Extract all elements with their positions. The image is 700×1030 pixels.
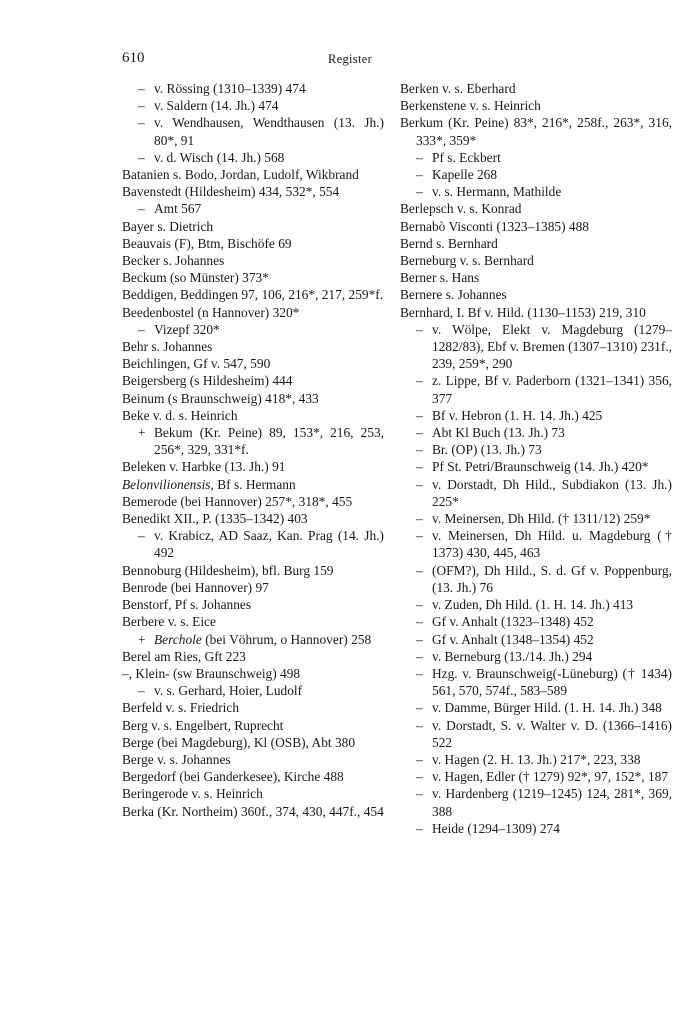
entry-text: Amt 567	[154, 201, 202, 217]
entry-text: v. Hardenberg (1219–1245) 124, 281*, 369, 388	[432, 786, 672, 819]
index-entry	[400, 458, 672, 475]
index-entry	[122, 596, 384, 613]
entry-text: v. Wölpe, Elekt v. Magdeburg (1279–1282/83), Ebf v. Bremen (1307–1310) 231f., 239, 259*, 290	[432, 321, 672, 372]
index-entry	[400, 441, 672, 458]
entry-text: Br. (OP) (13. Jh.) 73	[432, 442, 542, 458]
index-entry	[122, 183, 384, 200]
index-entry	[122, 493, 384, 510]
entry-text: Bayer s. Dietrich	[122, 218, 214, 234]
index-entry	[122, 338, 384, 355]
entry-text: v. Hagen (2. H. 13. Jh.) 217*, 223, 338	[432, 751, 641, 767]
entry-text: Berkum (Kr. Peine) 83*, 216*, 258f., 263*, 316, 333*, 359*	[400, 115, 672, 148]
entry-marker: –	[138, 683, 145, 699]
index-entry	[400, 699, 672, 716]
index-entry	[122, 149, 384, 166]
index-entry	[122, 699, 384, 716]
page-number: 610	[122, 50, 145, 66]
entry-text: Bavenstedt (Hildesheim) 434, 532*, 554	[122, 184, 340, 200]
entry-text: Bf v. Hebron (1. H. 14. Jh.) 425	[432, 407, 603, 423]
entry-text: Bergedorf (bei Ganderkesee), Kirche 488	[122, 769, 344, 785]
right-column	[400, 80, 672, 837]
index-entry	[122, 235, 384, 252]
entry-marker: –	[416, 597, 423, 613]
index-entry	[400, 252, 672, 269]
index-entry	[400, 97, 672, 114]
index-entry	[122, 458, 384, 475]
index-entry	[122, 80, 384, 97]
entry-text: –, Klein- (sw Braunschweig) 498	[122, 665, 301, 681]
index-entry	[122, 734, 384, 751]
index-entry	[400, 510, 672, 527]
index-entry	[400, 114, 672, 148]
entry-marker: –	[416, 373, 423, 389]
entry-text: Beedenbostel (n Hannover) 320*	[122, 304, 300, 320]
index-entry	[122, 613, 384, 630]
entry-text: Berner s. Hans	[400, 270, 480, 286]
entry-text: Abt Kl Buch (13. Jh.) 73	[432, 425, 565, 441]
entry-marker: –	[416, 631, 423, 647]
index-entry	[122, 286, 384, 303]
entry-text: Beichlingen, Gf v. 547, 590	[122, 356, 271, 372]
entry-marker: –	[138, 98, 145, 114]
index-entry	[122, 424, 384, 458]
index-entry	[122, 510, 384, 527]
entry-text: v. Hagen, Edler († 1279) 92*, 97, 152*, 187	[432, 769, 669, 785]
entry-text: v. Rössing (1310–1339) 474	[154, 81, 306, 96]
left-column	[122, 80, 384, 820]
entry-text: v. s. Hermann, Mathilde	[432, 184, 562, 200]
entry-text: v. Dorstadt, S. v. Walter v. D. (1366–1416) 522	[432, 717, 672, 750]
entry-text: Bemerode (bei Hannover) 257*, 318*, 455	[122, 493, 353, 509]
entry-marker: –	[138, 201, 145, 217]
index-entry	[400, 768, 672, 785]
entry-marker: –	[416, 321, 423, 337]
entry-text: Bf s. Hermann	[213, 476, 296, 492]
index-entry	[122, 631, 384, 648]
entry-text: Beke v. d. s. Heinrich	[122, 407, 238, 423]
entry-text: Berge v. s. Johannes	[122, 751, 231, 767]
index-entry	[122, 390, 384, 407]
entry-text: Benstorf, Pf s. Johannes	[122, 597, 252, 613]
index-entry	[122, 803, 384, 820]
index-entry	[122, 579, 384, 596]
entry-marker: –	[416, 786, 423, 802]
index-entry	[400, 304, 672, 321]
index-entry	[122, 751, 384, 768]
index-entry	[400, 166, 672, 183]
index-entry	[122, 768, 384, 785]
entry-marker: –	[416, 648, 423, 664]
entry-text: Becker s. Johannes	[122, 253, 225, 269]
entry-text: Beauvais (F), Btm, Bischöfe 69	[122, 235, 292, 251]
index-entry	[400, 200, 672, 217]
entry-text: Berel am Ries, Gft 223	[122, 648, 246, 664]
index-entry	[122, 372, 384, 389]
entry-text: Berbere v. s. Eice	[122, 614, 216, 630]
entry-text: Kapelle 268	[432, 167, 498, 183]
index-entry	[122, 97, 384, 114]
entry-text: v. Krabicz, AD Saaz, Kan. Prag (14. Jh.) 492	[154, 528, 384, 561]
index-entry	[400, 631, 672, 648]
entry-marker: –	[138, 115, 145, 131]
entry-marker: –	[416, 528, 423, 544]
entry-text: Pf s. Eckbert	[432, 149, 501, 165]
entry-text: Bernhard, I. Bf v. Hild. (1130–1153) 219, 310	[400, 304, 646, 320]
index-entry	[400, 820, 672, 837]
index-entry	[122, 269, 384, 286]
entry-text: Gf v. Anhalt (1348–1354) 452	[432, 631, 594, 647]
running-head: Register	[327, 52, 373, 66]
entry-marker: –	[138, 321, 145, 337]
index-entry	[400, 80, 672, 97]
entry-marker: –	[416, 511, 423, 527]
entry-marker: –	[416, 717, 423, 733]
index-entry	[400, 372, 672, 406]
entry-text: (bei Vöhrum, o Hannover) 258	[201, 631, 372, 647]
index-entry	[122, 166, 384, 183]
index-entry	[400, 527, 672, 561]
entry-text: v. Meinersen, Dh Hild. u. Magdeburg († 1373) 430, 445, 463	[432, 528, 672, 561]
entry-text: Berlepsch v. s. Konrad	[400, 201, 522, 217]
entry-text: (OFM?), Dh Hild., S. d. Gf v. Poppenburg, (13. Jh.) 76	[432, 562, 672, 595]
entry-marker: –	[138, 149, 145, 165]
entry-text: Berg v. s. Engelbert, Ruprecht	[122, 717, 284, 733]
entry-marker: –	[416, 665, 423, 681]
index-entry	[122, 682, 384, 699]
entry-marker: +	[138, 631, 146, 647]
entry-marker: –	[416, 407, 423, 423]
index-entry	[400, 321, 672, 373]
entry-text: v. Berneburg (13./14. Jh.) 294	[432, 648, 593, 664]
entry-text: Beinum (s Braunschweig) 418*, 433	[122, 390, 319, 406]
index-entry	[122, 648, 384, 665]
index-entry	[400, 665, 672, 699]
entry-marker: –	[416, 149, 423, 165]
index-entry	[122, 476, 384, 493]
index-entry	[400, 149, 672, 166]
entry-text: Hzg. v. Braunschweig(-Lüneburg) († 1434) 561, 570, 574f., 583–589	[432, 665, 672, 699]
entry-marker: +	[138, 425, 146, 441]
entry-text: Berfeld v. s. Friedrich	[122, 700, 240, 716]
entry-text: v. d. Wisch (14. Jh.) 568	[154, 149, 285, 165]
entry-text: Bekum (Kr. Peine) 89, 153*, 216, 253, 256*, 329, 331*f.	[154, 425, 384, 458]
entry-text: Beringerode v. s. Heinrich	[122, 786, 263, 802]
index-entry	[122, 562, 384, 579]
entry-text: Behr s. Johannes	[122, 339, 213, 355]
index-entry	[122, 114, 384, 148]
entry-italic-term: Berchole	[154, 631, 202, 647]
index-entry	[122, 200, 384, 217]
index-entry	[400, 476, 672, 510]
entry-text: v. Meinersen, Dh Hild. († 1311/12) 259*	[432, 511, 651, 527]
entry-marker: –	[138, 81, 145, 96]
entry-text: v. Damme, Bürger Hild. (1. H. 14. Jh.) 348	[432, 700, 662, 716]
index-entry	[122, 785, 384, 802]
entry-marker: –	[416, 820, 423, 836]
index-entry	[400, 613, 672, 630]
entry-marker: –	[416, 700, 423, 716]
entry-text: Berge (bei Magdeburg), Kl (OSB), Abt 380	[122, 734, 356, 750]
entry-text: v. Dorstadt, Dh Hild., Subdiakon (13. Jh.) 225*	[432, 476, 672, 509]
index-entry	[400, 407, 672, 424]
index-entry	[400, 596, 672, 613]
entry-text: Bernd s. Bernhard	[400, 235, 498, 251]
index-entry	[122, 252, 384, 269]
entry-marker: –	[138, 528, 145, 544]
index-entry	[122, 321, 384, 338]
entry-text: Heide (1294–1309) 274	[432, 820, 560, 836]
index-entry	[400, 648, 672, 665]
index-entry	[122, 304, 384, 321]
entry-marker: –	[416, 751, 423, 767]
entry-text: Berkenstene v. s. Heinrich	[400, 98, 541, 114]
index-entry	[400, 717, 672, 751]
entry-text: Beddigen, Beddingen 97, 106, 216*, 217, 259*f.	[122, 287, 384, 303]
entry-text: Berneburg v. s. Bernhard	[400, 253, 534, 269]
entry-text: Beckum (so Münster) 373*	[122, 270, 269, 286]
index-entry	[400, 183, 672, 200]
entry-text: Batanien s. Bodo, Jordan, Ludolf, Wikbrand	[122, 167, 359, 183]
entry-marker: –	[416, 614, 423, 630]
entry-marker: –	[416, 425, 423, 441]
entry-text: Beigersberg (s Hildesheim) 444	[122, 373, 293, 389]
entry-text: Pf St. Petri/Braunschweig (14. Jh.) 420*	[432, 459, 649, 475]
entry-text: Berka (Kr. Northeim) 360f., 374, 430, 447f., 454	[122, 803, 384, 819]
index-entry	[122, 527, 384, 561]
entry-text: v. Zuden, Dh Hild. (1. H. 14. Jh.) 413	[432, 597, 634, 613]
entry-text: z. Lippe, Bf v. Paderborn (1321–1341) 356, 377	[432, 373, 672, 406]
entry-text: Benrode (bei Hannover) 97	[122, 579, 269, 595]
index-entry	[400, 235, 672, 252]
index-entry	[400, 424, 672, 441]
index-entry	[400, 286, 672, 303]
entry-text: Gf v. Anhalt (1323–1348) 452	[432, 614, 594, 630]
index-entry	[400, 751, 672, 768]
entry-italic-term: Belonvilionensis,	[122, 476, 214, 492]
entry-marker: –	[416, 459, 423, 475]
entry-text: Vizepf 320*	[154, 321, 220, 337]
entry-text: Bennoburg (Hildesheim), bfl. Burg 159	[122, 562, 334, 578]
index-entry	[122, 717, 384, 734]
entry-marker: –	[416, 167, 423, 183]
entry-text: Berken v. s. Eberhard	[400, 81, 516, 96]
entry-marker: –	[416, 184, 423, 200]
entry-marker: –	[416, 476, 423, 492]
index-entry	[122, 218, 384, 235]
entry-marker: –	[416, 769, 423, 785]
index-entry	[400, 218, 672, 235]
entry-text: v. Saldern (14. Jh.) 474	[154, 98, 279, 114]
index-entry	[400, 785, 672, 819]
index-entry	[122, 407, 384, 424]
entry-marker: –	[416, 562, 423, 578]
index-entry	[122, 665, 384, 682]
entry-text: Bernabò Visconti (1323–1385) 488	[400, 218, 589, 234]
entry-marker: –	[416, 442, 423, 458]
entry-text: Bernere s. Johannes	[400, 287, 507, 303]
entry-text: Beleken v. Harbke (13. Jh.) 91	[122, 459, 286, 475]
entry-text: Benedikt XII., P. (1335–1342) 403	[122, 511, 308, 527]
index-entry	[400, 269, 672, 286]
entry-text: v. Wendhausen, Wendthausen (13. Jh.) 80*, 91	[154, 115, 384, 148]
index-entry	[122, 355, 384, 372]
index-entry	[400, 562, 672, 596]
entry-text: v. s. Gerhard, Hoier, Ludolf	[154, 683, 303, 699]
